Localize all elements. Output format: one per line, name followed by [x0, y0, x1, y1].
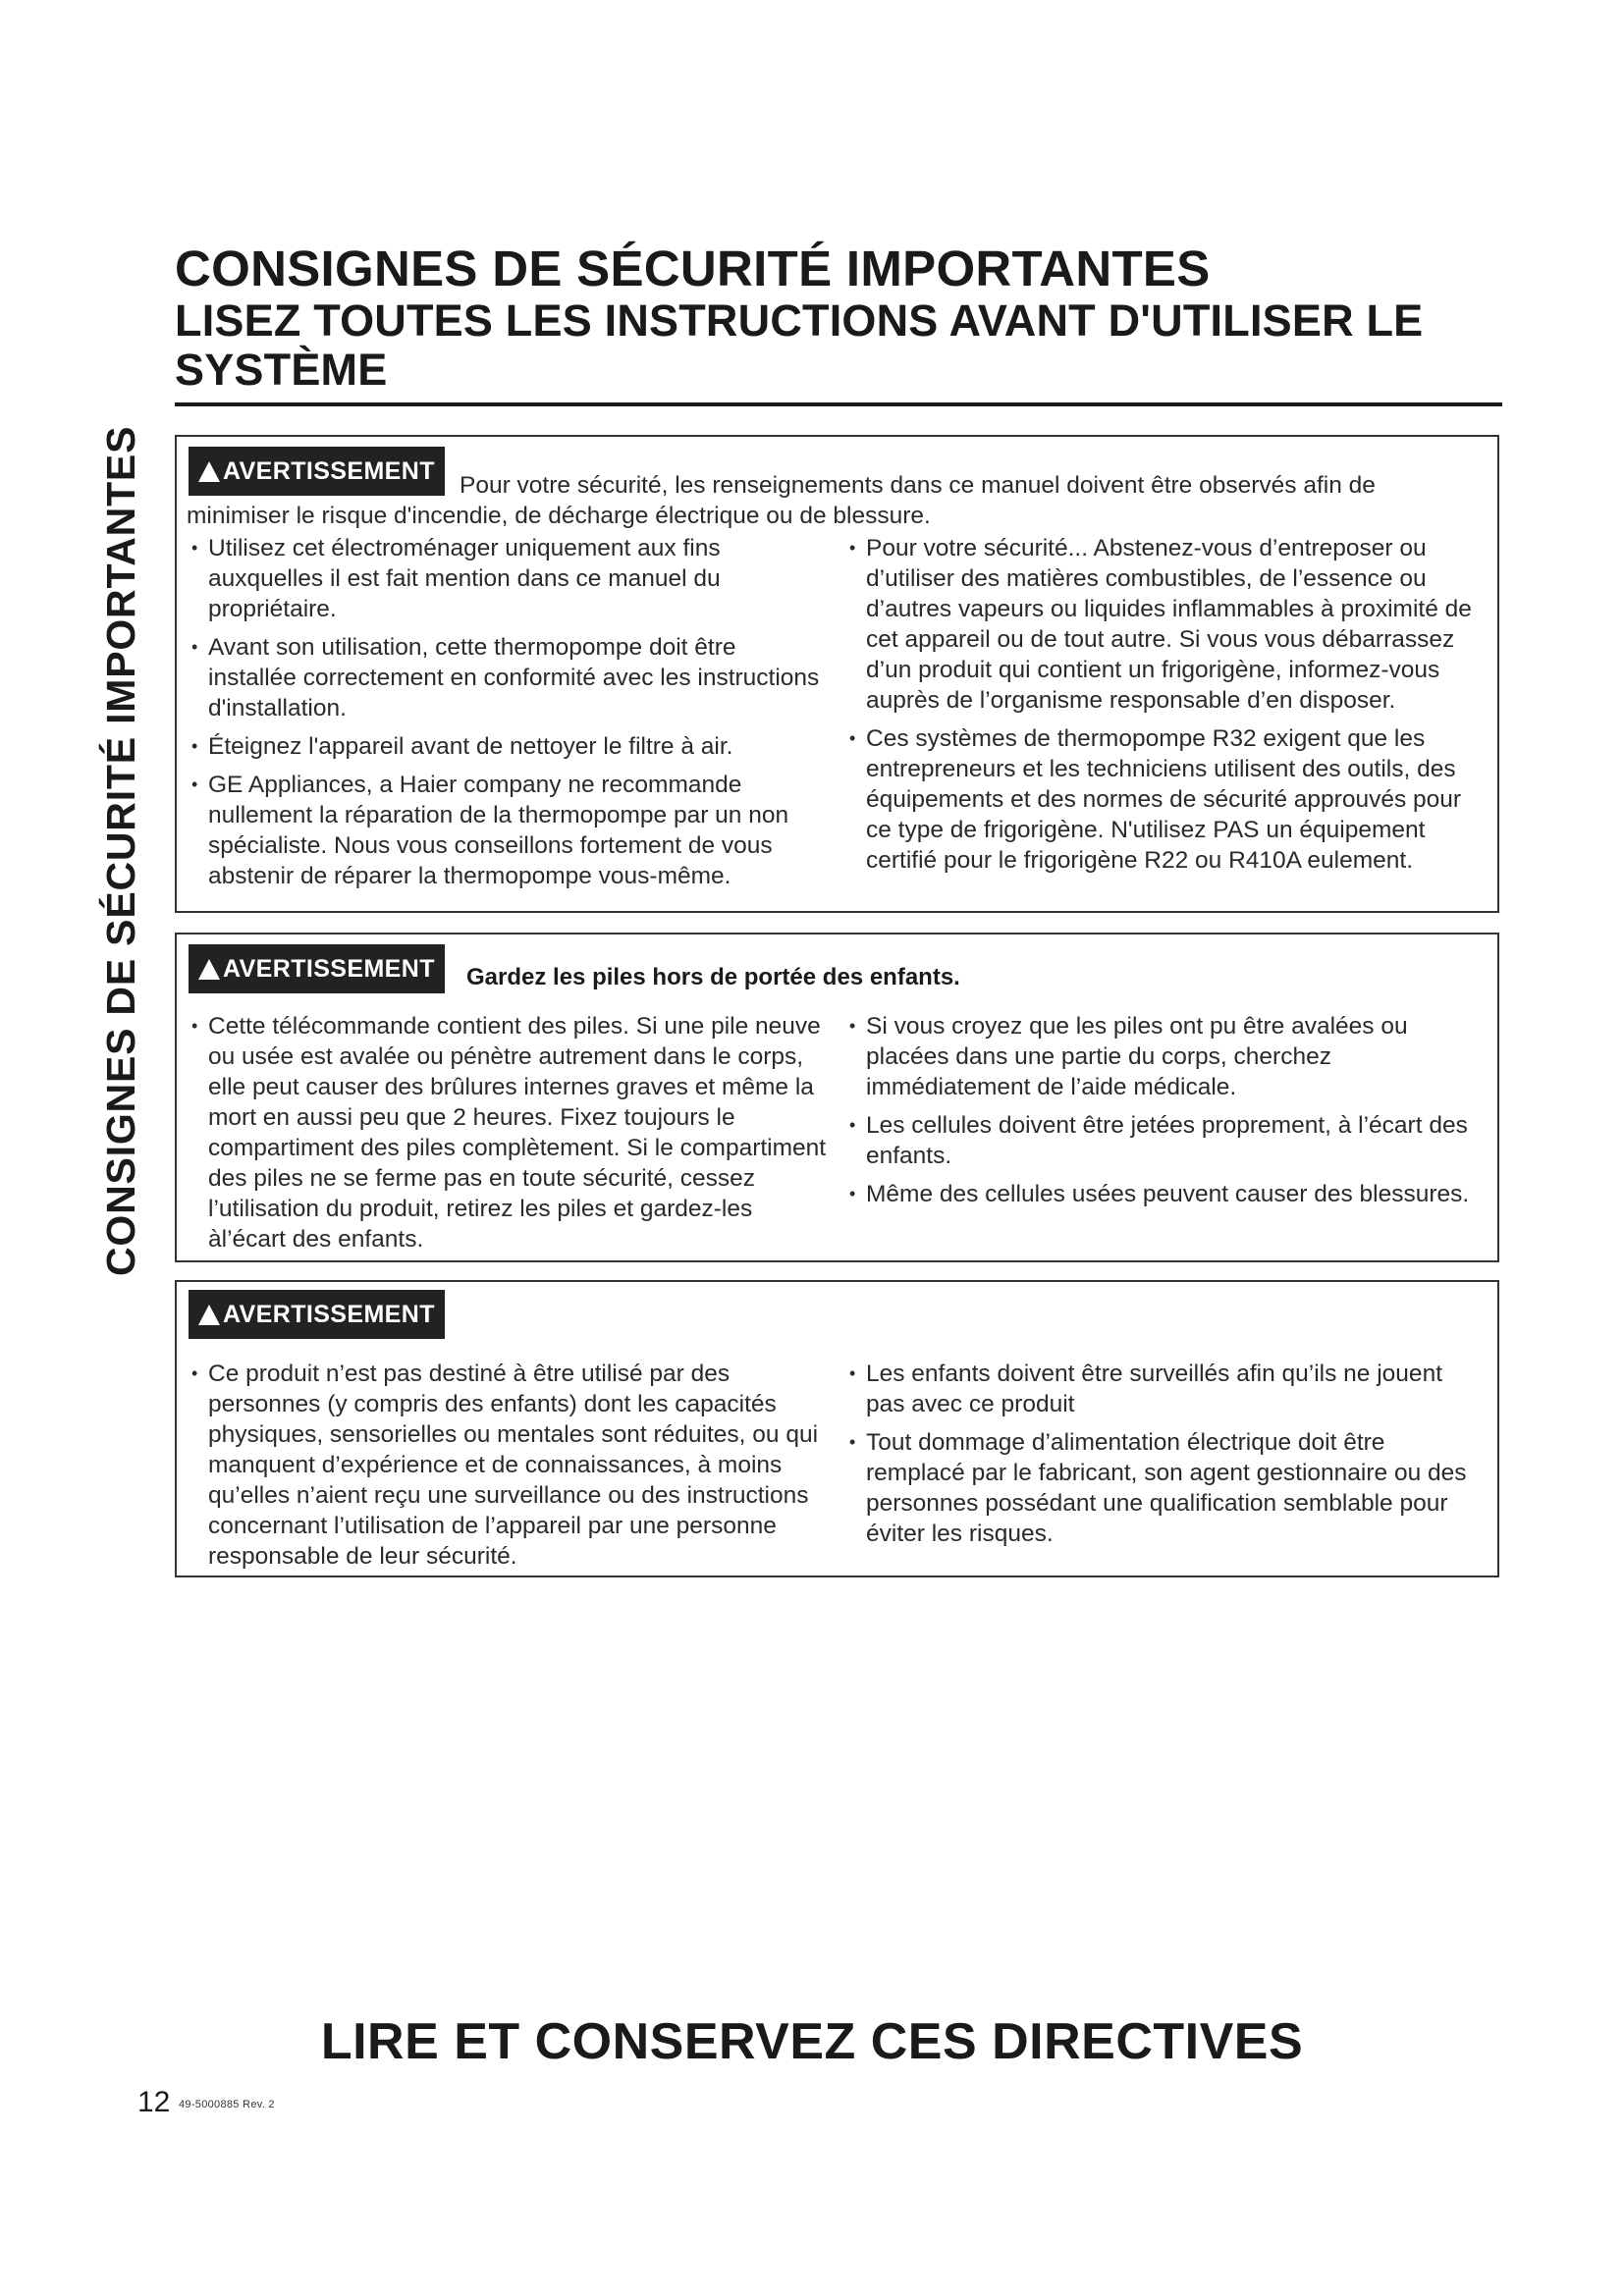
warning-badge [189, 447, 445, 496]
warning-list-left [189, 1359, 827, 1579]
warning-box-general [175, 435, 1499, 913]
warning-box-users [175, 1280, 1499, 1577]
side-section-title: CONSIGNES DE SÉCURITÉ IMPORTANTES [98, 425, 143, 1276]
warning-box-batteries [175, 933, 1499, 1262]
list-item: • Ce produit n’est pas destiné à être utilisé par des personnes (y compris des enfants) dont les capacités physiques, sensorielles ou mentales sont réduites, ou qui manquent d’expérience et de connaissances, à moins qu’elles n’aient reçu une surveillance ou des instructions concernant l’utilisation de l’appareil par une personne responsable de leur sécurité. [189, 1359, 827, 1572]
list-item: • Cette télécommande contient des piles. Si une pile neuve ou usée est avalée ou pénètre autrement dans le corps, elle peut causer des brûlures internes graves et même la mort en aussi peu que 2 heures. Fixez toujours le compartiment des piles complètement. Si le compartiment des piles ne se ferme pas en toute sécurité, cessez l’utilisation du produit, retirez les piles et gardez-les àl’écart des enfants. [189, 1011, 827, 1255]
list-item: • Pour votre sécurité... Abstenez-vous d’entreposer ou d’utiliser des matières combustibles, de l’essence ou d’autres vapeurs ou liquides inflammables à proximité de cet appareil ou de tout autre. Si vous vous débarrassez d’un produit qui contient un frigorigène, informez-vous auprès de l’organisme responsable d’en disposer. [846, 533, 1485, 716]
page-title: CONSIGNES DE SÉCURITÉ IMPORTANTES [175, 240, 1211, 296]
list-item: • Éteignez l'appareil avant de nettoyer le filtre à air. [189, 731, 827, 762]
warning-badge [189, 944, 445, 993]
list-item: • GE Appliances, a Haier company ne recommande nullement la réparation de la thermopompe par un non spécialiste. Nous vous conseillons fortement de vous abstenir de réparer la thermopompe vous-même. [189, 770, 827, 891]
warning-headline: Gardez les piles hors de portée des enfants. [466, 964, 960, 990]
list-item: • Les cellules doivent être jetées proprement, à l’écart des enfants. [846, 1110, 1485, 1171]
warning-list-right [846, 1011, 1485, 1217]
list-item: • Ces systèmes de thermopompe R32 exigent que les entrepreneurs et les techniciens utilisent des outils, des équipements et des normes de sécurité approuvés pour ce type de frigorigène. N'utilisez PAS un équipement certifié pour le frigorigène R22 ou R410A eulement. [846, 723, 1485, 876]
list-item: • Si vous croyez que les piles ont pu être avalées ou placées dans une partie du corps, cherchez immédiatement de l’aide médicale. [846, 1011, 1485, 1102]
warning-badge-label: AVERTISSEMENT [223, 457, 435, 485]
list-item: • Les enfants doivent être surveillés afin qu’ils ne jouent pas avec ce produit [846, 1359, 1485, 1419]
header-divider [175, 402, 1502, 406]
list-item: • Même des cellules usées peuvent causer des blessures. [846, 1179, 1485, 1209]
footer-title: LIRE ET CONSERVEZ CES DIRECTIVES [320, 2013, 1304, 2070]
page-header [175, 241, 1502, 406]
warning-badge-label: AVERTISSEMENT [223, 1301, 435, 1328]
list-item: • Tout dommage d’alimentation électrique doit être remplacé par le fabricant, son agent gestionnaire ou des personnes possédant une qualification semblable pour éviter les risques. [846, 1427, 1485, 1549]
warning-badge [189, 1290, 445, 1339]
list-item: • Utilisez cet électroménager uniquement aux fins auxquelles il est fait mention dans ce manuel du propriétaire. [189, 533, 827, 624]
warning-intro: Pour votre sécurité, les renseignements dans ce manuel doivent être observés afin de minimiser le risque d'incendie, de décharge électrique ou de blessure. [187, 472, 1376, 529]
warning-triangle-icon: ! [198, 1305, 220, 1325]
warning-list-right [846, 533, 1485, 883]
warning-list-left [189, 1011, 827, 1262]
page-subtitle: LISEZ TOUTES LES INSTRUCTIONS AVANT D'UTILISER LE SYSTÈME [175, 295, 1424, 395]
warning-triangle-icon: ! [198, 461, 220, 482]
document-code: 49-5000885 Rev. 2 [179, 2099, 275, 2110]
warning-badge-label: AVERTISSEMENT [223, 955, 435, 983]
warning-list-right [846, 1359, 1485, 1557]
page-number: 12 [137, 2086, 171, 2118]
warning-list-left [189, 533, 827, 899]
warning-triangle-icon: ! [198, 959, 220, 980]
list-item: • Avant son utilisation, cette thermopompe doit être installée correctement en conformité avec les instructions d'installation. [189, 632, 827, 723]
